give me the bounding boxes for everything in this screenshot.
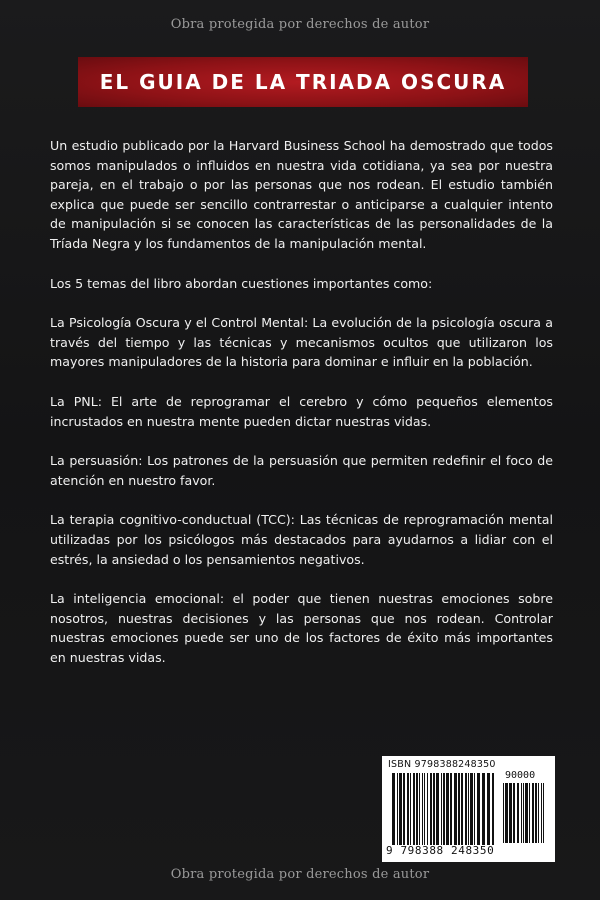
barcode-bar	[525, 783, 528, 843]
barcode-bar	[419, 773, 420, 845]
barcode-bar	[413, 773, 415, 845]
book-title: EL GUIA DE LA TRIADA OSCURA	[99, 70, 507, 94]
paragraph-topic-cbt: La terapia cognitivo-conductual (TCC): Las técnicas de reprogramación mental utilizadas por los psicólogos más destacados para ayudarnos a lidiar con el estrés, la ansiedad o los pensamientos negativos.	[50, 512, 553, 567]
paragraph-topic-dark-psychology: La Psicología Oscura y el Control Mental: La evolución de la psicología oscura a través del tiempo y las técnicas y mecanismos ocultos que utilizaron los mayores manipuladores de la historia para dominar e influir en la población.	[50, 315, 553, 370]
barcode-bar	[541, 783, 542, 843]
barcode-bar	[474, 773, 475, 845]
copyright-watermark-bottom: Obra protegida por derechos de autor	[170, 867, 430, 882]
barcode-bar	[529, 783, 530, 843]
title-band	[78, 57, 528, 107]
blurb-text	[50, 136, 553, 687]
barcode-bar	[450, 773, 452, 845]
barcode-bar	[410, 773, 411, 845]
barcode-bar	[443, 773, 445, 845]
barcode-bar	[422, 773, 423, 845]
barcode-bar	[436, 773, 439, 845]
barcode-bar	[407, 773, 409, 845]
barcode-bar	[427, 773, 428, 845]
barcode-bar	[505, 783, 508, 843]
barcode-bar	[482, 773, 485, 845]
barcode-bar	[532, 783, 534, 843]
isbn-label: ISBN 9798388248350	[388, 759, 496, 770]
barcode-bar	[535, 783, 537, 843]
barcode-bars-main	[392, 773, 498, 845]
paragraph-intro: Un estudio publicado por la Harvard Business School ha demostrado que todos somos manipulados o influidos en nuestra vida cotidiana, ya sea por nuestra pareja, en el trabajo o por las personas que nos rodean. El estudio también explica que puede ser sencillo contrarrestar o anticiparse a cualquier intento de manipulación si se conocen las características de las personalidades de la Tríada Negra y los fundamentos de la manipulación mental.	[50, 138, 553, 251]
paragraph-topic-pnl: La PNL: El arte de reprogramar el cerebro y cómo pequeños elementos incrustados en nuestra mente pueden dictar nuestras vidas.	[50, 393, 553, 429]
barcode-bar	[513, 783, 515, 843]
isbn-barcode	[382, 756, 555, 862]
barcode-bars-addon	[503, 783, 548, 843]
barcode-bar	[441, 773, 442, 845]
copyright-watermark-top: Obra protegida por derechos de autor	[170, 17, 430, 32]
barcode-bar	[543, 783, 544, 843]
isbn-digits: 9 798388 248350	[386, 844, 495, 857]
barcode-bar	[465, 773, 467, 845]
barcode-bar	[538, 783, 539, 843]
barcode-bar	[509, 783, 512, 843]
barcode-bar	[403, 773, 405, 845]
barcode-bar	[470, 773, 473, 845]
barcode-bar	[399, 773, 402, 845]
barcode-bar	[424, 773, 425, 845]
barcode-bar	[454, 773, 457, 845]
barcode-bar	[523, 783, 524, 843]
barcode-bar	[517, 783, 519, 843]
barcode-bar	[446, 773, 449, 845]
paragraph-topic-emotional-intelligence: La inteligencia emocional: el poder que tienen nuestras emociones sobre nosotros, nuestras decisiones y las personas que nos rodean. Controlar nuestras emociones puede ser uno de los factores de éxito más importantes en nuestras vidas.	[50, 591, 553, 665]
paragraph-topics-lead: Los 5 temas del libro abordan cuestiones importantes como:	[50, 275, 433, 291]
barcode-bar	[468, 773, 469, 845]
barcode-bar	[503, 783, 504, 843]
barcode-bar	[416, 773, 418, 845]
barcode-bar	[397, 773, 398, 845]
barcode-bar	[458, 773, 460, 845]
price-code: 90000	[505, 770, 536, 781]
barcode-bar	[430, 773, 432, 845]
barcode-bar	[477, 773, 480, 845]
barcode-bar	[392, 773, 395, 845]
barcode-bar	[461, 773, 463, 845]
barcode-bar	[492, 773, 494, 845]
barcode-bar	[433, 773, 435, 845]
barcode-bar	[487, 773, 490, 845]
barcode-bar	[521, 783, 522, 843]
paragraph-topic-persuasion: La persuasión: Los patrones de la persuasión que permiten redefinir el foco de atención en nuestro favor.	[50, 453, 553, 488]
